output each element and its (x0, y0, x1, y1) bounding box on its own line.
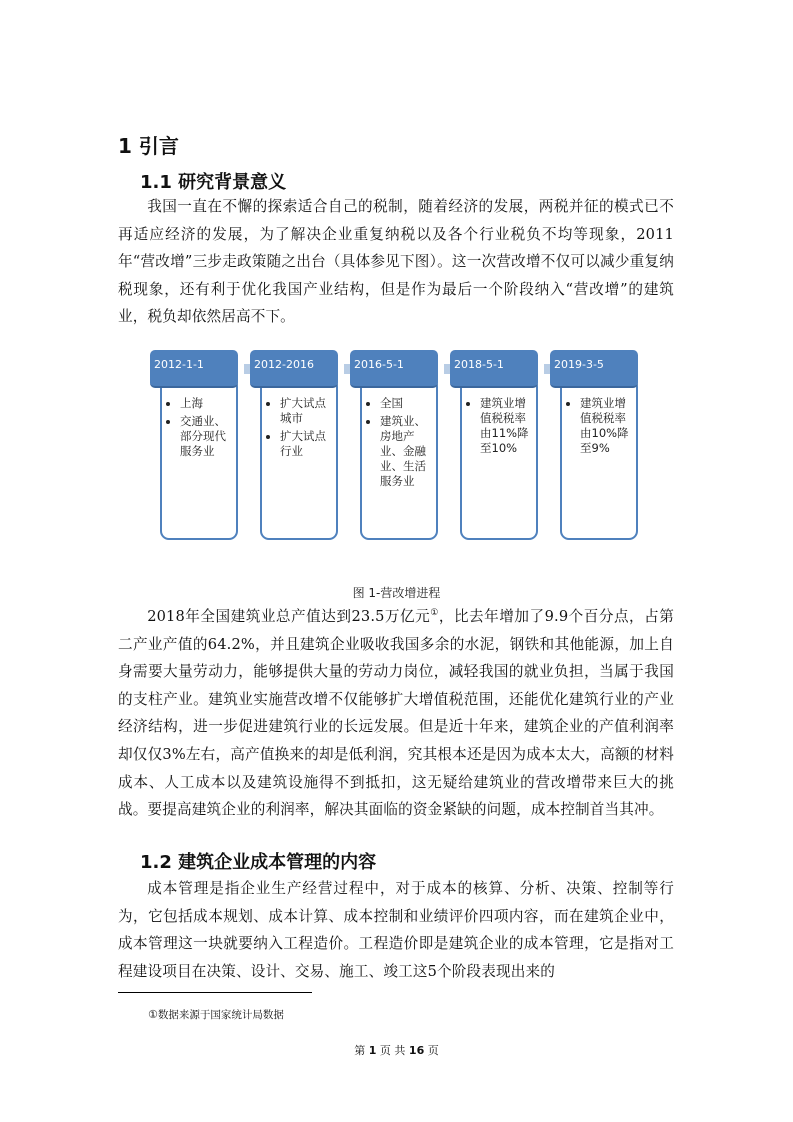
stage-5-date: 2019-3-5 (550, 350, 638, 388)
stage-1-box (160, 378, 238, 540)
stage-3-date: 2016-5-1 (350, 350, 438, 388)
stage-1-item-2: • 交通业、部分现代服务业 (180, 414, 232, 459)
subsection-heading-1-2: 1.2 建筑企业成本管理的内容 (140, 852, 377, 873)
section-heading: 1 引言 (118, 134, 179, 158)
footnote-reference[interactable]: ① (430, 608, 439, 619)
stage-4-item-1: • 建筑业增值税税率由11%降至10% (480, 396, 532, 456)
footnote-text: 数据来源于国家统计局数据 (157, 1009, 284, 1021)
footnote (148, 1007, 284, 1022)
stage-2-item-1: • 扩大试点城市 (280, 396, 332, 426)
subsection-heading-1-1: 1.1 研究背景意义 (140, 172, 287, 193)
paragraph-industry (118, 603, 674, 824)
page-number-current: 1 (368, 1044, 377, 1057)
figure-caption: 图 1-营改增进程 (352, 586, 441, 600)
page-number (0, 1042, 793, 1058)
page-number-middle: 页 共 (379, 1044, 406, 1057)
paragraph-cost-management: 成本管理是指企业生产经营过程中，对于成本的核算、分析、决策、控制等行为，它包括成本规划、成本计算、成本控制和业绩评价四项内容，而在建筑企业中，成本管理这一块就要纳入工程造价。工程造价即是建筑企业的成本管理，它是指对工程建设项目在决策、设计、交易、施工、竣工这5个阶段表现出来的 (118, 880, 674, 980)
paragraph-industry-part-2: ，比去年增加了9.9个百分点，占第二产业产值的64.2%，并且建筑企业吸收我国多余的水泥，钢铁和其他能源，加上自身需要大量劳动力，能够提供大量的劳动力岗位，减轻我国的就业负担，当属于我国的支柱产业。建筑业实施营改增不仅能够扩大增值税范围，还能优化建筑行业的产业经济结构，进一步促进建筑行业的长远发展。但是近十年来，建筑企业的产值利润率却仅仅3%左右，高产值换来的却是低利润，究其根本还是因为成本太大，高额的材料成本、人工成本以及建筑设施得不到抵扣，这无疑给建筑业的营改增带来巨大的挑战。要提高建筑企业的利润率，解决其面临的资金紧缺的问题，成本控制首当其冲。 (118, 608, 675, 819)
stage-2-item-2: • 扩大试点行业 (280, 429, 332, 459)
stage-3-item-1: • 全国 (380, 396, 432, 411)
stage-4-box (460, 378, 538, 540)
stage-2-date: 2012-2016 (250, 350, 338, 388)
stage-2-box (260, 378, 338, 540)
page-number-prefix: 第 (354, 1044, 366, 1057)
stage-1-date: 2012-1-1 (150, 350, 238, 388)
page-number-total: 16 (408, 1044, 425, 1057)
paragraph-industry-part-1: 2018年全国建筑业总产值达到23.5万亿元 (147, 608, 431, 625)
stage-5-box (560, 378, 638, 540)
stage-4-date: 2018-5-1 (450, 350, 538, 388)
footnote-divider (118, 992, 312, 993)
footnote-mark: ① (148, 1008, 158, 1021)
paragraph-background: 我国一直在不懈的探索适合自己的税制，随着经济的发展，两税并征的模式已不再适应经济的发展，为了解决企业重复纳税以及各个行业税负不均等现象，2011年“营改增”三步走政策随之出台（具体参见下图）。这一次营改增不仅可以减少重复纳税现象，还有利于优化我国产业结构，但是作为最后一个阶段纳入“营改增”的建筑业，税负却依然居高不下。 (118, 198, 674, 326)
stage-1-item-1: • 上海 (180, 396, 232, 411)
page-number-suffix: 页 (427, 1044, 439, 1057)
stage-3-box (360, 378, 438, 540)
stage-5-item-1: • 建筑业增值税税率由10%降至9% (580, 396, 632, 456)
stage-3-item-2: • 建筑业、房地产业、金融业、生活服务业 (380, 414, 432, 489)
reform-process-diagram (150, 350, 640, 545)
